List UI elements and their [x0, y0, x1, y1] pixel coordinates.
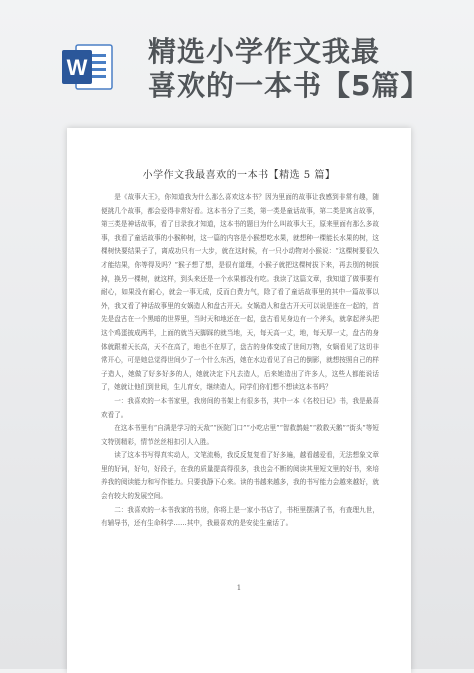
- paragraph: 是《故事大王》，你知道我为什么那么喜欢这本书？因为里面的故事让我感到非常有趣，随便挑几个故事，都会爱得非常好看。这本书分了三类，第一类是童话故事，第二类是寓言故事，第三类是神话故事，看了目录我才知道，这本书的题目为什么叫故事大王，原来里面有那么多故事，我看了童话故事的小猴种树，这一篇的内容是小猴想吃水果，就想种一棵能长水果的树，这棵树快要结果子了，离成功只有一大步，就在这时候，有一只小动物对小猴说：“这棵树要很久才能结果，你等得及吗？”猴子想了想，是很有道理，小猴子就把这棵树拔下来，再去別的树拔掉，换另一棵树，就这样，到头来还是一个水果都没有吃。我读了这篇文章，我知道了做事要有耐心，如果没有耐心，就会一事无成，反而白费力气，除了看了童话故事里的其中一篇故事以外，我又看了神话故事里的女娲造人和盘古开天。女娲造人和盘古开天可以说是连在一起的，首先是盘古在一个黑暗的世界里，当时天和地还在一起，盘古看见身边有一个斧头，就拿起斧头把这个鸡蛋披成两半，上面的就当天脚踩的就当地，天，每天高一丈，地，每天厚一丈，盘古的身体就跟着天长高，天不在高了，地也不在厚了，盘古的身体变成了世间万物，女娲看见了这切非常开心，可是她总觉得世间少了一个什么东西，她在水边看见了自己的倒影，就想按照自己的样子造人，她做了好多好多的人，她就决定下凡去造人，后来她造出了许多人，这些人都能说话了，她就让他们到世间，生儿育女，继续造人，同学们你们想不想读这本书吗？: [101, 193, 379, 392]
- paragraph: 读了这本书写得真实动人，文笔流畅，我反反复复看了好多遍，越看越爱看，无法想象文章里的好词，好句，好段子，在我的质量提高得很多，我也会不断的阅读其里短文里的好书，来培养我的阅读能力和写作能力。只要我静下心来。读的书越来越多，我的书写能力会越来越好，就会有较大的发展空间。: [101, 451, 379, 501]
- page-title-line-1: 精选小学作文我最: [148, 35, 381, 68]
- paragraph: 一：我喜欢的一本书家里，我房间的书架上有很多书，其中一本《名校日记》书，我是最喜欢看了。: [101, 396, 379, 419]
- word-document-icon: [62, 42, 114, 92]
- paragraph: 二：我喜欢的一本书我家的书房，你将上是一家小书店了，书柜里摆满了书，有查理九世，有辅导书，还有生命科学……其中，我最喜欢的是安徒生童话了。: [101, 505, 379, 528]
- document-body: [101, 191, 379, 531]
- page-number: 1: [236, 584, 242, 592]
- document-page-preview: [67, 128, 411, 673]
- paragraph: 在这本书里有“自满是学习的天敌”“医院门口”“小吃店里”“智救鹊蛙”“救救天鹅”“街头”等短文特别精彩，情节丝丝相扣引人入胜。: [101, 424, 379, 446]
- page-title-line-2: 喜欢的一本书【5篇】: [148, 69, 430, 102]
- word-icon-letter: W: [66, 55, 88, 80]
- document-title: 小学作文我最喜欢的一本书【精选 5 篇】: [142, 170, 336, 181]
- header: [0, 0, 474, 100]
